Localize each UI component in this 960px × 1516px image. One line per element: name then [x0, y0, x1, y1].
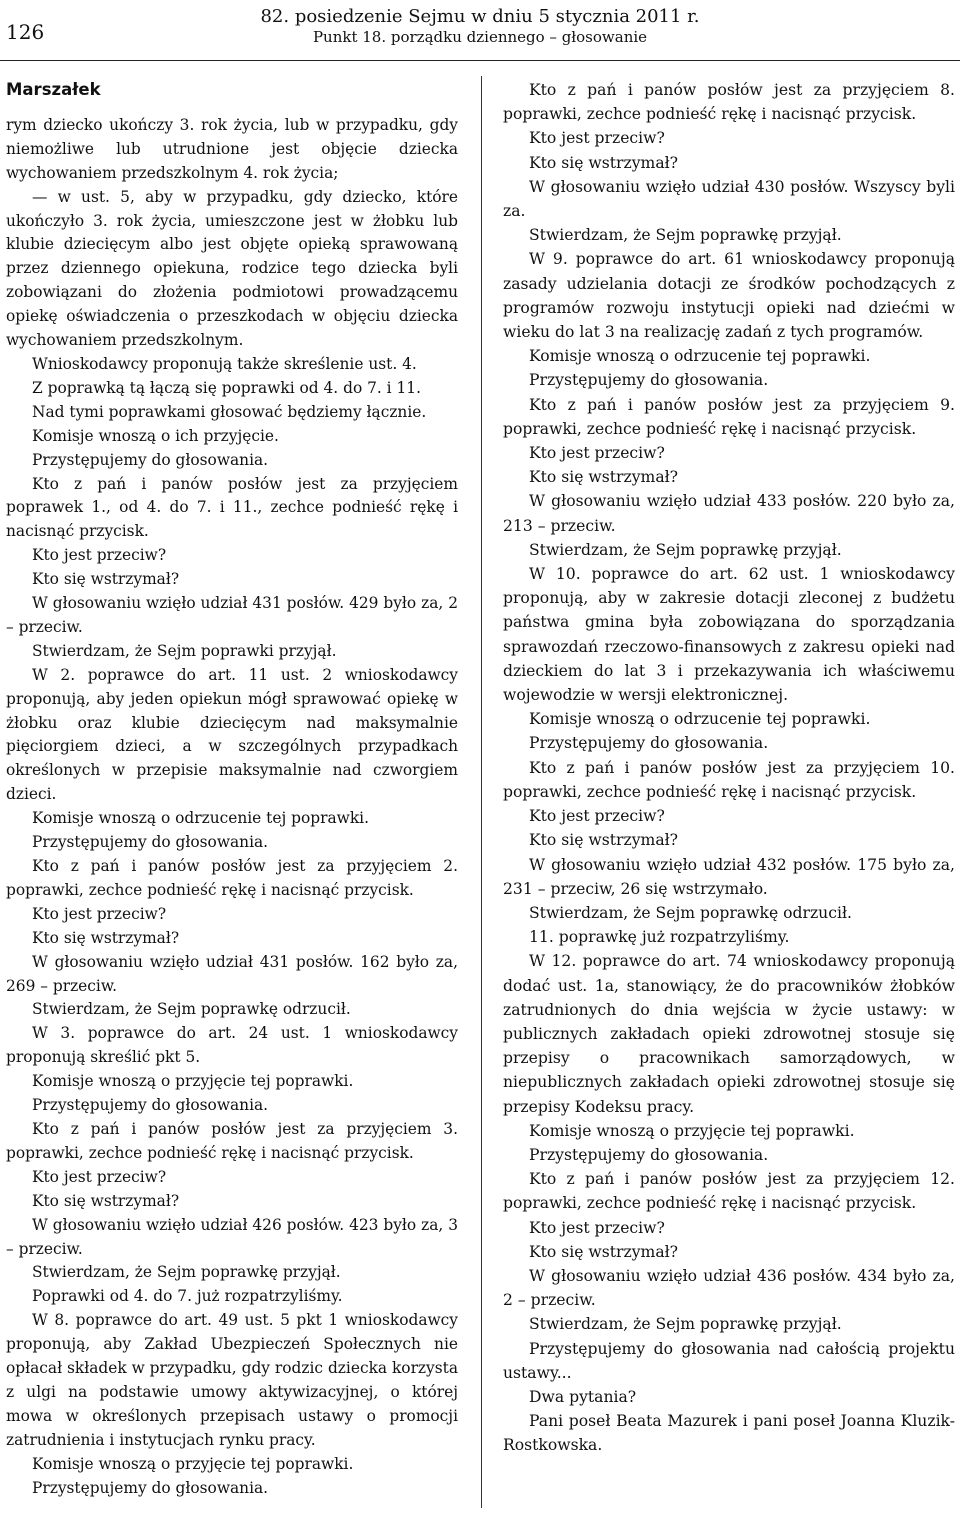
paragraph: Stwierdzam, że Sejm poprawkę przyjął.	[529, 1315, 842, 1334]
paragraph: W głosowaniu wzięło udział 433 posłów. 220 było za, 213 – przeciw.	[503, 492, 955, 535]
paragraph: Kto się wstrzymał?	[32, 928, 180, 947]
paragraph: Przystępujemy do głosowania nad całością projektu ustawy...	[503, 1339, 955, 1382]
paragraph: Przystępujemy do głosowania.	[529, 1145, 769, 1164]
paragraph: Kto jest przeciw?	[32, 546, 167, 565]
paragraph: Kto jest przeciw?	[529, 807, 665, 826]
paragraph: Komisje wnoszą o przyjęcie tej poprawki.	[32, 1072, 354, 1091]
paragraph: W 10. poprawce do art. 62 ust. 1 wnioskodawcy proponują, aby w zakresie dotacji zleconej z budżetu państwa gmina była zobowiązana do sporządzania sprawozdań rzeczowo-finansowych z zakresu opieki nad dzieckiem do lat 3 i przekazywania ich właściwemu wojewodzie w wersji elektronicznej.	[503, 565, 955, 705]
paragraph: W 12. poprawce do art. 74 wnioskodawcy proponują dodać ust. 1a, stanowiący, że do pracowników żłobków zatrudnionych do dnia wejścia w życie ustawy: w publicznych zakładach opieki zdrowotnej stosuje się przepisy o pracownikach samorządowych, w niepublicznych zakładach opieki zdrowotnej stosuje się przepisy Kodeksu pracy.	[503, 952, 955, 1116]
paragraph: Kto jest przeciw?	[529, 444, 665, 463]
paragraph: Kto z pań i panów posłów jest za przyjęciem 3. poprawki, zechce podnieść rękę i nacisnąć przycisk.	[6, 1119, 458, 1162]
running-subtitle: Punkt 18. porządku dziennego – głosowanie	[312, 28, 648, 46]
paragraph: W 3. poprawce do art. 24 ust. 1 wnioskodawcy proponują skreślić pkt 5.	[6, 1024, 458, 1067]
paragraph: W 8. poprawce do art. 49 ust. 5 pkt 1 wnioskodawcy proponują, aby Zakład Ubezpieczeń Społecznych nie opłacał składek w przypadku, gdy rodzic dziecka korzysta z ulgi na podstawie umowy aktywizacyjnej, o której mowa w określonych przepisach ustawy o promocji zatrudnienia i instytucjach rynku pracy.	[6, 1311, 458, 1449]
paragraph: Kto się wstrzymał?	[529, 1242, 679, 1261]
paragraph: Stwierdzam, że Sejm poprawkę przyjął.	[529, 226, 842, 245]
paragraph: Wnioskodawcy proponują także skreślenie ust. 4.	[32, 354, 417, 373]
left-column	[6, 78, 458, 1500]
page-number: 126	[6, 20, 45, 44]
paragraph: Kto z pań i panów posłów jest za przyjęciem 10. poprawki, zechce podnieść rękę i nacisnąć przycisk.	[503, 758, 955, 801]
paragraph: Kto jest przeciw?	[32, 1167, 167, 1186]
paragraph: Kto z pań i panów posłów jest za przyjęciem 9. poprawki, zechce podnieść rękę i nacisnąć przycisk.	[503, 395, 955, 438]
paragraph: Komisje wnoszą o ich przyjęcie.	[32, 426, 279, 445]
paragraph: Kto się wstrzymał?	[529, 831, 679, 850]
column-divider	[481, 76, 482, 1508]
paragraph: Stwierdzam, że Sejm poprawki przyjął.	[32, 641, 337, 660]
paragraph: Przystępujemy do głosowania.	[32, 1478, 269, 1497]
paragraph: — w ust. 5, aby w przypadku, gdy dziecko, które ukończyło 3. rok życia, umieszczone jest w żłobku lub klubie dziecięcym albo jest objęte opieką sprawowaną przez dziennego opiekuna, rodzice tego dziecka byli zobowiązani do złożenia podmiotowi prowadzącemu opiekę oświadczenia o przeszkodach w objęciu dziecka wychowaniem przedszkolnym.	[6, 187, 458, 350]
paragraph: Kto się wstrzymał?	[32, 570, 180, 589]
paragraph: Dwa pytania?	[529, 1387, 637, 1406]
speaker-name: Marszałek	[6, 80, 101, 99]
paragraph: W 2. poprawce do art. 11 ust. 2 wnioskodawcy proponują, aby jeden opiekun mógł sprawować opiekę w żłobku oraz klubie dziecięcym nad maksymalnie pięciorgiem dzieci, a w szczególnych przypadkach określonych w przepisie maksymalnie nad czworgiem dzieci.	[6, 665, 458, 804]
paragraph: Stwierdzam, że Sejm poprawkę przyjął.	[32, 1263, 341, 1282]
paragraph: Komisje wnoszą o przyjęcie tej poprawki.	[32, 1454, 354, 1473]
paragraph: Kto jest przeciw?	[529, 1218, 665, 1237]
paragraph: rym dziecko ukończy 3. rok życia, lub w przypadku, gdy niemożliwe lub utrudnione jest objęcie dziecka wychowaniem przedszkolnym 4. rok życia;	[6, 115, 458, 182]
header-divider	[0, 60, 960, 61]
paragraph: Przystępujemy do głosowania.	[32, 1096, 269, 1115]
paragraph: 11. poprawkę już rozpatrzyliśmy.	[529, 928, 790, 947]
paragraph: Komisje wnoszą o odrzucenie tej poprawki.	[529, 710, 871, 729]
paragraph: W głosowaniu wzięło udział 436 posłów. 434 było za, 2 – przeciw.	[503, 1266, 955, 1310]
paragraph: Komisje wnoszą o odrzucenie tej poprawki.	[529, 347, 871, 366]
paragraph: Pani poseł Beata Mazurek i pani poseł Joanna Kluzik-Rostkowska.	[503, 1412, 955, 1455]
paragraph: Komisje wnoszą o przyjęcie tej poprawki.	[529, 1121, 855, 1140]
paragraph: Kto z pań i panów posłów jest za przyjęciem 2. poprawki, zechce podnieść rękę i nacisnąć przycisk.	[6, 857, 458, 899]
paragraph: Kto z pań i panów posłów jest za przyjęciem 8. poprawki, zechce podnieść rękę i nacisnąć przycisk.	[503, 81, 955, 124]
paragraph: Przystępujemy do głosowania.	[529, 734, 769, 753]
paragraph: Kto się wstrzymał?	[529, 153, 679, 172]
paragraph: W 9. poprawce do art. 61 wnioskodawcy proponują zasady udzielania dotacji ze środków pochodzących z programów rozwoju instytucji opieki nad dziećmi w wieku do lat 3 na realizację zadań z tych programów.	[503, 250, 955, 342]
paragraph: Stwierdzam, że Sejm poprawkę odrzucił.	[529, 903, 852, 922]
paragraph: Stwierdzam, że Sejm poprawkę odrzucił.	[32, 1000, 351, 1019]
paragraph: Stwierdzam, że Sejm poprawkę przyjął.	[529, 540, 842, 559]
running-title: 82. posiedzenie Sejmu w dniu 5 stycznia 2011 r.	[260, 6, 700, 27]
paragraph: Komisje wnoszą o odrzucenie tej poprawki.	[32, 809, 369, 828]
paragraph: Kto jest przeciw?	[32, 904, 167, 923]
paragraph: W głosowaniu wzięło udział 431 posłów. 429 było za, 2 – przeciw.	[6, 594, 458, 636]
paragraph: Poprawki od 4. do 7. już rozpatrzyliśmy.	[32, 1287, 343, 1306]
paragraph: W głosowaniu wzięło udział 432 posłów. 175 było za, 231 – przeciw, 26 się wstrzymało.	[503, 855, 955, 898]
paragraph: Przystępujemy do głosowania.	[32, 833, 269, 852]
paragraph: Kto się wstrzymał?	[529, 468, 679, 487]
paragraph: Kto jest przeciw?	[529, 129, 665, 148]
right-column	[503, 78, 955, 1458]
paragraph: Kto z pań i panów posłów jest za przyjęciem poprawek 1., od 4. do 7. i 11., zechce podnieść rękę i nacisnąć przycisk.	[6, 474, 458, 541]
paragraph: W głosowaniu wzięło udział 426 posłów. 423 było za, 3 – przeciw.	[6, 1215, 458, 1258]
paragraph: Przystępujemy do głosowania.	[32, 450, 269, 469]
paragraph: Z poprawką tą łączą się poprawki od 4. do 7. i 11.	[32, 378, 421, 397]
paragraph: Przystępujemy do głosowania.	[529, 371, 769, 390]
paragraph: Kto się wstrzymał?	[32, 1191, 180, 1210]
paragraph: Kto z pań i panów posłów jest za przyjęciem 12. poprawki, zechce podnieść rękę i nacisnąć przycisk.	[503, 1170, 955, 1213]
paragraph: W głosowaniu wzięło udział 431 posłów. 162 było za, 269 – przeciw.	[6, 952, 458, 995]
paragraph: Nad tymi poprawkami głosować będziemy łącznie.	[32, 402, 427, 421]
paragraph: W głosowaniu wzięło udział 430 posłów. Wszyscy byli za.	[503, 177, 955, 221]
